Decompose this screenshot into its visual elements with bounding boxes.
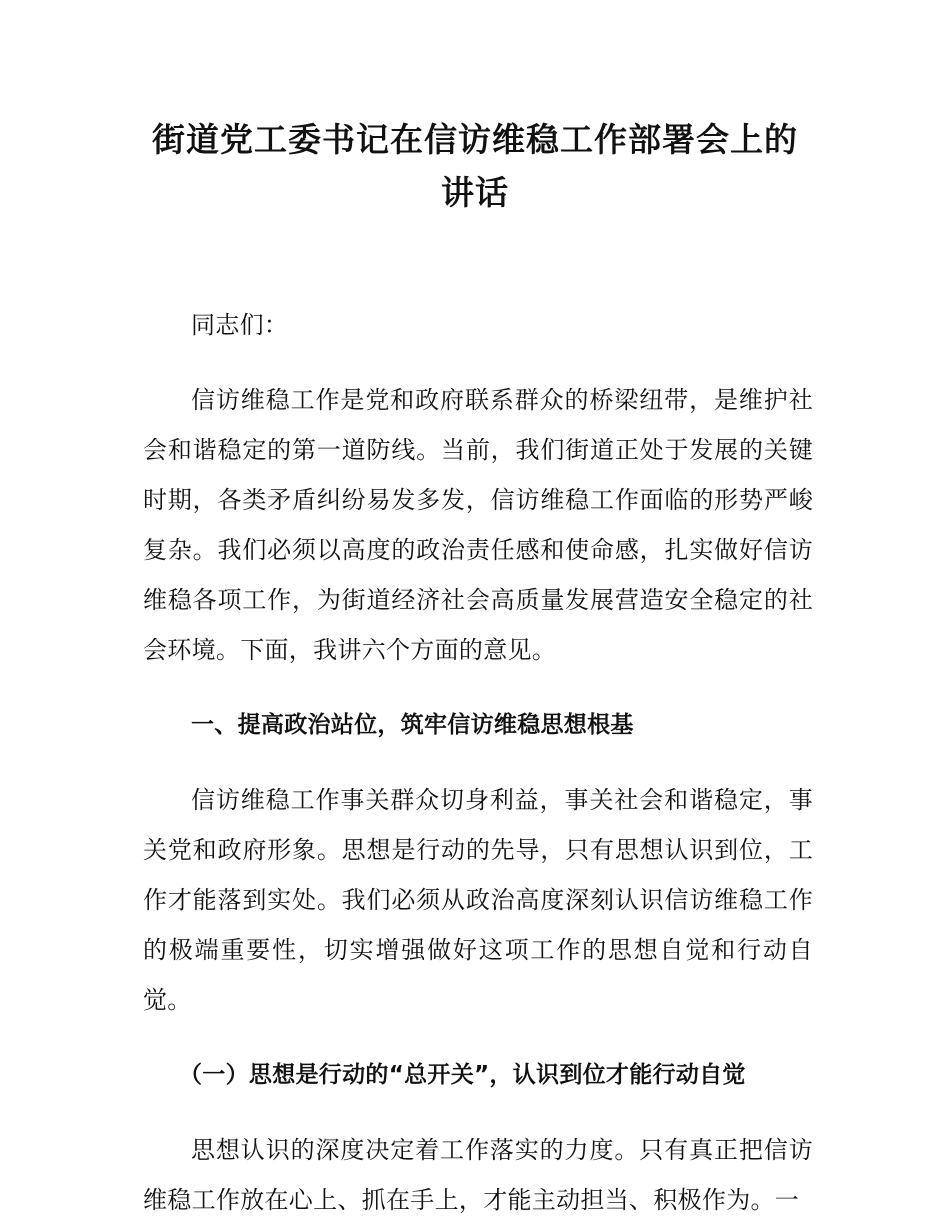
section-1-paragraph: 信访维稳工作事关群众切身利益，事关社会和谐稳定，事关党和政府形象。思想是行动的先导，只有思想认识到位，工作才能落到实处。我们必须从政治高度深刻认识信访维稳工作的极端重要性，切实增强做好这项工作的思想自觉和行动自觉。	[143, 786, 813, 1014]
paragraph-gap	[143, 1025, 813, 1050]
subsection-1-heading: （一）思想是行动的“总开关”，认识到位才能行动自觉	[179, 1062, 746, 1088]
title-line-1: 街道党工委书记在信访维稳工作部署会上的	[152, 120, 798, 159]
paragraph-gap	[143, 750, 813, 775]
salutation: 同志们：	[191, 311, 289, 339]
paragraph-gap	[143, 350, 813, 375]
intro-paragraph: 信访维稳工作是党和政府联系群众的桥梁纽带，是维护社会和谐稳定的第一道防线。当前，我们街道正处于发展的关键时期，各类矛盾纠纷易发多发，信访维稳工作面临的形势严峻复杂。我们必须以高度的政治责任感和使命感，扎实做好信访维稳各项工作，为街道经济社会高质量发展营造安全稳定的社会环境。下面，我讲六个方面的意见。	[143, 386, 813, 664]
title-line-2: 讲话	[441, 173, 509, 212]
subsection-1-paragraph: 思想认识的深度决定着工作落实的力度。只有真正把信访维稳工作放在心上、抓在手上，才能主动担当、积极作为。一	[143, 1136, 813, 1214]
document-title	[120, 113, 830, 219]
document-body	[143, 300, 813, 1225]
section-1-heading: 一、提高政治站位，筑牢信访维稳思想根基	[191, 712, 634, 738]
paragraph-gap	[143, 675, 813, 700]
paragraph-gap	[143, 1100, 813, 1125]
